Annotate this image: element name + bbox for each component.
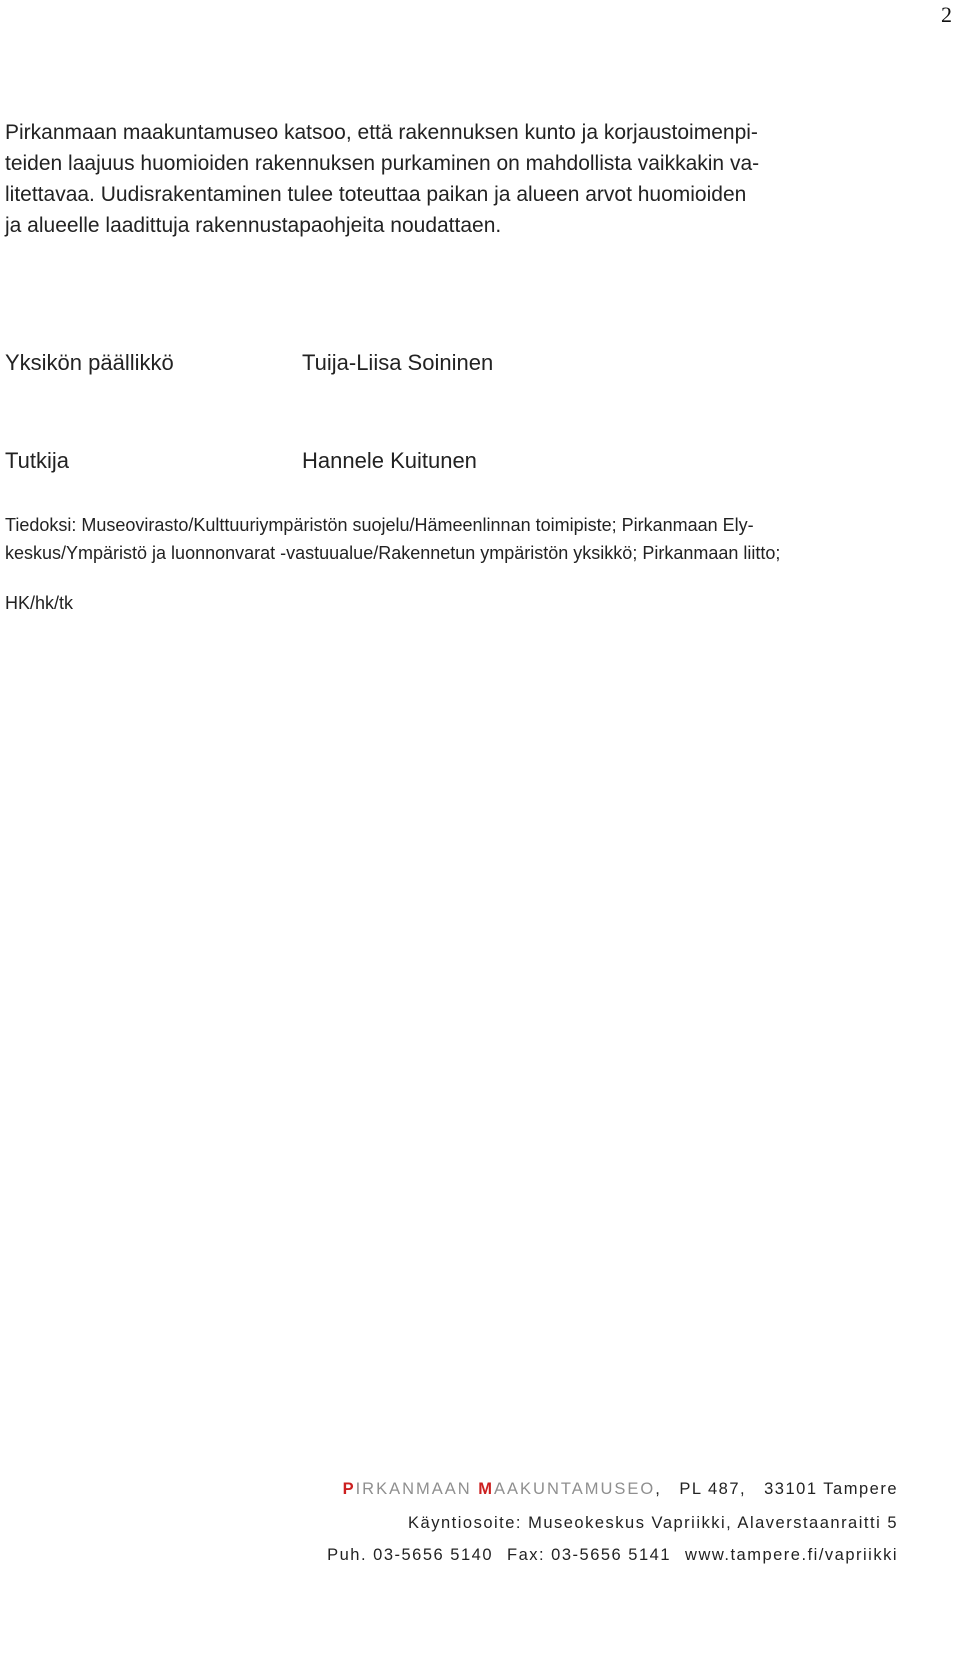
paragraph-line: litettavaa. Uudisrakentaminen tulee toteuttaa paikan ja alueen arvot huomioiden <box>5 183 747 206</box>
reference-initials: HK/hk/tk <box>5 593 74 613</box>
signatory-name: Tuija-Liisa Soininen <box>302 350 494 375</box>
distribution-line: Tiedoksi: Museovirasto/Kulttuuriympäristön suojelu/Hämeenlinnan toimipiste; Pirkanmaan Ely- <box>5 515 754 535</box>
statement-paragraph <box>5 117 885 241</box>
signatory-role: Tutkija <box>5 448 69 473</box>
museum-name-comma: , <box>655 1480 662 1498</box>
museum-name-initial: M <box>478 1480 495 1498</box>
footer-website-link[interactable]: www.tampere.fi/vapriikki <box>685 1546 898 1564</box>
footer-postal-city: 33101 Tampere <box>764 1480 898 1498</box>
footer-phone: Puh. 03-5656 5140 <box>327 1546 493 1564</box>
footer-po-box: PL 487, <box>679 1480 747 1498</box>
paragraph-line: ja alueelle laadittuja rakennustapaohjeita noudattaen. <box>5 214 502 237</box>
signatory-role: Yksikön päällikkö <box>5 350 174 375</box>
footer-address-line <box>198 1480 898 1499</box>
footer-visiting-address: Käyntiosoite: Museokeskus Vapriikki, Alaverstaanraitti 5 <box>408 1514 898 1532</box>
distribution-list <box>5 511 905 567</box>
museum-name-initial: P <box>342 1480 356 1498</box>
signatory-name: Hannele Kuitunen <box>302 448 477 473</box>
footer-contact-line <box>198 1546 898 1565</box>
museum-name <box>343 1480 656 1498</box>
footer-fax: Fax: 03-5656 5141 <box>507 1546 672 1564</box>
page-number: 2 <box>941 2 952 27</box>
paragraph-line: Pirkanmaan maakuntamuseo katsoo, että rakennuksen kunto ja korjaustoimenpi- <box>5 121 758 144</box>
distribution-line: keskus/Ympäristö ja luonnonvarat -vastuualue/Rakennetun ympäristön yksikkö; Pirkanmaan liitto; <box>5 543 781 563</box>
museum-name-part: AAKUNTAMUSEO <box>494 1480 656 1498</box>
museum-name-part: IRKANMAAN <box>355 1480 472 1498</box>
paragraph-line: teiden laajuus huomioiden rakennuksen purkaminen on mahdollista vaikkakin va- <box>5 152 760 175</box>
